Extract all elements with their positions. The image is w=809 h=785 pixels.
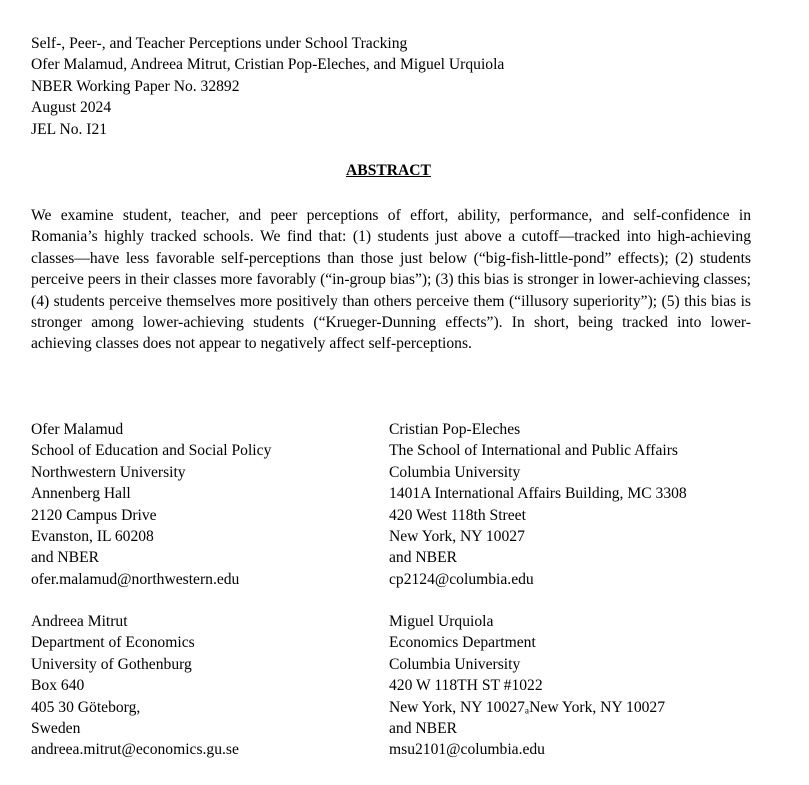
author-address-line: 420 West 118th Street	[389, 506, 526, 524]
author-address-line: Annenberg Hall	[31, 485, 131, 503]
author-name: Andreea Mitrut	[31, 613, 128, 630]
author-affiliation-line: Northwestern University	[31, 463, 186, 481]
author-affiliation-line: Department of Economics	[31, 634, 195, 652]
paper-date: August 2024	[31, 99, 112, 117]
author-email: cp2124@columbia.edu	[389, 570, 534, 588]
author-address-line: Box 640	[31, 677, 85, 695]
author-address-line: 405 30 Göteborg,	[31, 698, 141, 716]
author-name: Ofer Malamud	[31, 421, 124, 438]
author-affiliation-line: Columbia University	[389, 463, 521, 481]
author-email: msu2101@columbia.edu	[389, 741, 545, 759]
author-affiliation-line: and NBER	[389, 549, 458, 567]
author-block-urquiola	[389, 611, 769, 761]
author-affiliation-line: Columbia University	[389, 655, 521, 673]
author-block-malamud	[31, 419, 411, 590]
abstract-heading: ABSTRACT	[346, 162, 431, 179]
author-affiliation-line: and NBER	[31, 549, 100, 567]
author-address-line: Sweden	[31, 720, 81, 738]
paper-title: Self-, Peer-, and Teacher Perceptions under School Tracking	[31, 35, 408, 52]
author-address-line: 1401A International Affairs Building, MC 3308	[389, 485, 687, 503]
author-address-line: 2120 Campus Drive	[31, 506, 157, 524]
author-affiliation-line: and NBER	[389, 720, 458, 738]
abstract-text: We examine student, teacher, and peer perceptions of effort, ability, performance, and self-confidence in Romania’s highly tracked schools. We find that: (1) students just above a cutoff—tracked into high-achieving classes—have less favorable self-perceptions than those just below (“big-fish-little-pond” effects); (2) students perceive peers in their classes more favorably (“in-group bias”); (3) this bias is stronger in lower-achieving classes; (4) students perceive themselves more positively than others perceive them (“illusory superiority”); (5) this bias is stronger among lower-achieving students (“Krueger-Dunning effects”). In short, being tracked into lower-achieving classes does not appear to negatively affect self-perceptions.	[31, 207, 751, 353]
author-affiliation-line: School of Education and Social Policy	[31, 442, 272, 460]
jel-code: JEL No. I21	[31, 120, 108, 138]
author-affiliation-line: Economics Department	[389, 634, 536, 652]
author-block-pop-eleches	[389, 419, 769, 590]
author-affiliation-line: University of Gothenburg	[31, 655, 192, 673]
author-address-line: New York, NY 10027	[389, 528, 525, 546]
author-block-mitrut	[31, 611, 411, 761]
author-address-line: New York, NY 10027ₐNew York, NY 10027	[389, 698, 666, 716]
author-address-line: Evanston, IL 60208	[31, 528, 154, 546]
author-email: andreea.mitrut@economics.gu.se	[31, 741, 239, 759]
working-paper-number: NBER Working Paper No. 32892	[31, 77, 240, 95]
author-affiliation-line: The School of International and Public Affairs	[389, 442, 678, 460]
paper-header	[31, 33, 771, 140]
paper-authors: Ofer Malamud, Andreea Mitrut, Cristian Pop-Eleches, and Miguel Urquiola	[31, 56, 505, 74]
author-address-line: 420 W 118TH ST #1022	[389, 677, 543, 695]
author-name: Cristian Pop-Eleches	[389, 421, 521, 438]
author-name: Miguel Urquiola	[389, 613, 494, 630]
author-email: ofer.malamud@northwestern.edu	[31, 570, 240, 588]
